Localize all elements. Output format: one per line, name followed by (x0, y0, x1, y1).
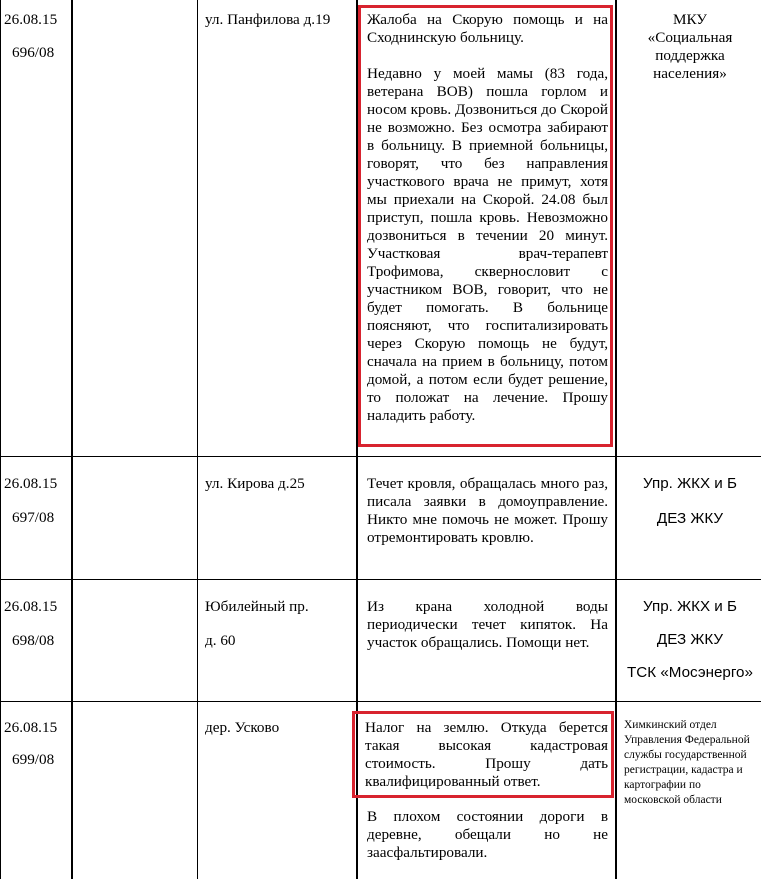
address-line: д. 60 (205, 632, 236, 649)
row-address: ул. Панфилова д.19 (205, 11, 331, 28)
row-address: дер. Усково (205, 719, 280, 736)
column-divider (197, 0, 198, 879)
row-date: 26.08.15 (4, 719, 58, 736)
responsible-line: Упр. ЖКХ и Б (643, 475, 737, 492)
row-number: 698/08 (12, 632, 55, 649)
row-divider (0, 701, 761, 702)
complaint-text: Недавно у моей мамы (83 года, ветерана ВОВ) пошла горлом и носом кровь. Дозвониться до Скорой не возможно. Без осмотра забирают в больницу. В приемной больницы, говорят, что без направления участкового врача не примут, хотя мы приехали на Скорой. 24.08 был приступ, пошла кровь. Невозможно дозвониться в течении 20 минут. Участковая врач-терапевт Трофимова, сквернословит с участником ВОВ, говорит, что не будет помогать. В больнице поясняют, что госпитализировать через Скорую помощь не будут, сначала на прием в больницу, потом домой, а потом если будет решение, то положат на лечение. Прошу наладить работу. (367, 65, 608, 424)
row-address (205, 598, 345, 650)
row-responsible (622, 598, 758, 682)
row-number: 697/08 (12, 509, 55, 526)
row-responsible (622, 475, 758, 528)
highlight-box (352, 711, 614, 798)
row-divider (0, 456, 761, 457)
row-date: 26.08.15 (4, 475, 58, 492)
row-date: 26.08.15 (4, 11, 58, 28)
responsible-line: «Социальная поддержка населения» (647, 29, 733, 82)
responsible-line: ДЕЗ ЖКУ (656, 510, 724, 527)
complaint-heading: Жалоба на Скорую помощь и на Сходнинскую больницу. (367, 11, 608, 46)
row-complaint: Из крана холодной воды периодически течет кипяток. На участок обращались. Помощи нет. (367, 598, 608, 651)
table-border-left (0, 0, 1, 879)
row-date: 26.08.15 (4, 598, 58, 615)
row-address: ул. Кирова д.25 (205, 475, 305, 492)
row-complaint: Течет кровля, обращалась много раз, писала заявки в домоуправление. Никто мне помочь не может. Прошу отремонтировать кровлю. (367, 475, 608, 546)
row-complaint-extra: В плохом состоянии дороги в деревне, обещали но не заасфальтировали. (367, 808, 608, 861)
row-responsible: Химкинский отдел Управления Федеральной службы государственной регистрации, кадастра и картографии по московской области (624, 719, 750, 806)
column-divider (71, 0, 73, 879)
row-number: 696/08 (12, 44, 55, 61)
row-number: 699/08 (12, 751, 55, 768)
row-divider (0, 579, 761, 580)
address-line: Юбилейный пр. (205, 598, 309, 615)
column-divider (615, 0, 617, 879)
row-complaint: Налог на землю. Откуда берется такая высокая кадастровая стоимость. Прошу дать квалифицированный ответ. (365, 719, 608, 790)
highlight-box (358, 5, 613, 447)
responsible-line: Упр. ЖКХ и Б (643, 598, 737, 615)
responsible-line: ТСК «Мосэнерго» (627, 664, 753, 681)
responsible-line: МКУ (672, 11, 708, 28)
responsible-line: ДЕЗ ЖКУ (656, 631, 724, 648)
row-responsible (622, 11, 758, 83)
